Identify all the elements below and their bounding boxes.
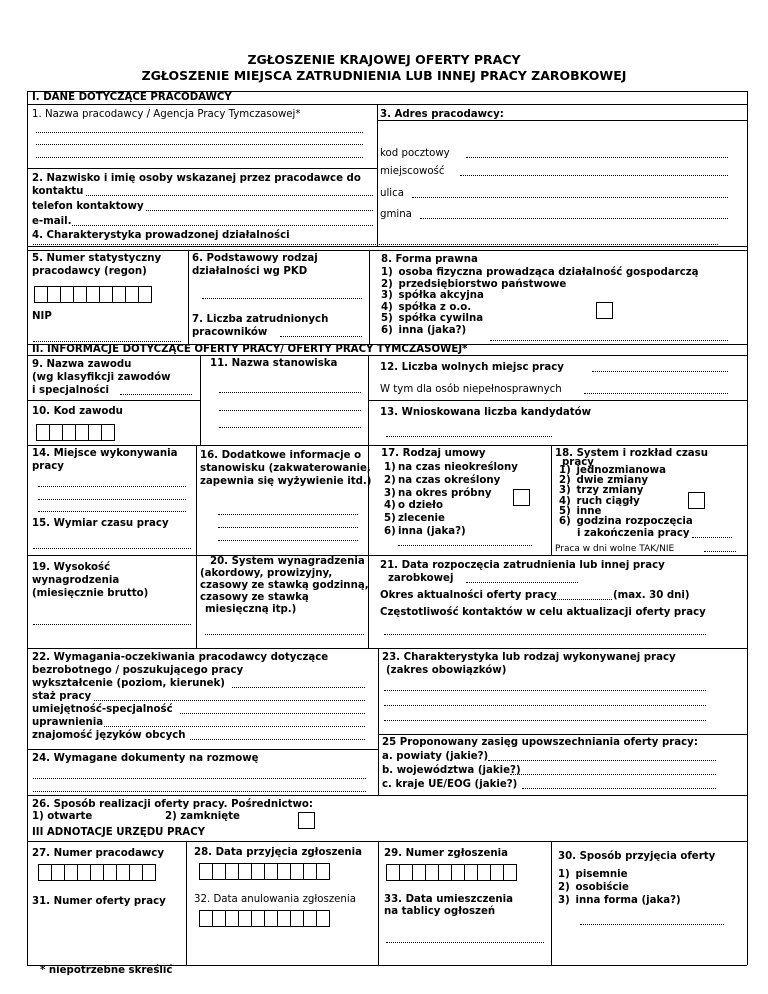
employer-name-field-2[interactable] [36,144,363,145]
salary-field[interactable] [33,624,191,625]
employer-number-cells[interactable] [38,864,155,881]
contact-person-label-2: kontaktu [32,186,84,197]
position-field-3[interactable] [219,427,361,428]
education-label: wykształcenie (poziom, kierunek) [32,678,225,689]
contact-frequency-field[interactable] [384,634,706,635]
mediation-open: 1) otwarte [32,811,93,822]
occupation-label-2: (wg klasyfikcji zawodów [32,372,171,383]
acceptance-method-field[interactable] [580,924,724,925]
vacancies-field[interactable] [592,371,728,372]
documents-field[interactable] [33,778,366,779]
accept-date-label: 28. Data przyjęcia zgłoszenia [194,847,362,858]
occupation-label: 9. Nazwa zawodu [32,359,132,370]
legal-form-other-field[interactable] [490,340,728,341]
section-3-heading: III ADNOTACJE URZĘDU PRACY [32,827,206,838]
workplace-field-3[interactable] [38,511,186,512]
occupation-code-label: 10. Kod zawodu [32,406,123,417]
employer-name-field-3[interactable] [36,157,363,158]
duties-label-2: (zakres obowiązków) [386,665,507,676]
contract-type-list: 1) na czas nieokreślony 2) na czas określony 3) na okres próbny 4) o dzieło 5) zlecenie 6) inna (jaka?) [384,462,518,537]
requirements-label-2: bezrobotnego / poszukującego pracy [32,665,244,676]
distribution-label: 25 Proponowany zasięg upowszechniania oferty pracy: [382,737,698,748]
contact-person-label: 2. Nazwisko i imię osoby wskazanej przez pracodawce do [32,173,361,184]
employer-number-label: 27. Numer pracodawcy [32,848,164,859]
email-field[interactable] [72,225,373,226]
street-label: ulica [380,188,404,199]
duties-field-2[interactable] [384,705,706,706]
form-subtitle: ZGŁOSZENIE MIEJSCA ZATRUDNIENIA LUB INNEJ PRACY ZAROBKOWEJ [141,68,627,83]
board-date-label: 33. Data umieszczenia [384,894,513,905]
pay-system-label-2: (akordowy, prowizyjny, [200,568,333,579]
voivodeships-field[interactable] [510,774,716,775]
schedule-hours-field[interactable] [692,537,732,538]
position-label: 11. Nazwa stanowiska [210,358,338,369]
disabled-vacancies-field[interactable] [584,393,728,394]
workplace-field[interactable] [38,486,186,487]
duties-field[interactable] [384,690,706,691]
application-number-label: 29. Numer zgłoszenia [384,848,508,859]
commune-field[interactable] [420,218,728,219]
occupation-label-3: i specjalności [32,385,110,396]
board-date-field[interactable] [386,942,544,943]
nip-field[interactable] [33,341,181,342]
salary-label: 19. Wysokość [32,562,111,573]
activity-field[interactable] [33,244,718,245]
acceptance-method-label: 30. Sposób przyjęcia oferty [558,851,716,862]
mediation-label: 26. Sposób realizacji oferty pracy. Pośrednictwo: [32,799,313,810]
permissions-label: uprawnienia [32,717,104,728]
additional-info-label: 16. Dodatkowe informacje o [200,450,362,461]
eu-countries-label: c. kraje UE/EOG (jakie?) [382,779,518,790]
legal-form-label: 8. Forma prawna [381,254,478,265]
offer-number-label: 31. Numer oferty pracy [32,896,166,907]
occupation-field[interactable] [120,394,192,395]
vacancies-label: 12. Liczba wolnych miejsc pracy [380,362,564,373]
contact-person-field[interactable] [86,195,373,196]
activity-label: 4. Charakterystyka prowadzonej działalności [32,230,290,241]
employees-label-2: pracowników [192,327,268,338]
voivodeships-label: b. województwa (jakie?) [382,765,521,776]
working-time-field[interactable] [33,548,191,549]
footnote: * niepotrzebne skreślić [40,965,173,976]
accept-date-cells[interactable] [199,863,329,880]
employer-name-field[interactable] [36,132,363,133]
working-time-label: 15. Wymiar czasu pracy [32,518,169,529]
employer-name-label: 1. Nazwa pracodawcy / Agencja Pracy Tymczasowej* [32,109,301,120]
schedule-label: 18. System i rozkład czasu [555,448,708,459]
requirements-label: 22. Wymagania-oczekiwania pracodawcy dotyczące [32,652,329,663]
regon-cells[interactable] [34,286,151,303]
regon-label: 5. Numer statystyczny [32,253,162,264]
phone-field[interactable] [146,210,373,211]
pkd-label: 6. Podstawowy rodzaj [192,253,318,264]
eu-countries-field[interactable] [522,788,716,789]
pay-system-field[interactable] [205,634,364,635]
occupation-code-cells[interactable] [36,424,114,441]
experience-field[interactable] [94,700,365,701]
candidates-field[interactable] [386,436,552,437]
postal-code-field[interactable] [466,157,728,158]
languages-field[interactable] [190,739,365,740]
documents-label: 24. Wymagane dokumenty na rozmowę [32,753,259,764]
cancel-date-cells[interactable] [199,910,329,927]
section-1-heading: I. DANE DOTYCZĄCE PRACODAWCY [32,92,232,103]
regon-label-2: pracodawcy (regon) [32,266,147,277]
additional-info-field[interactable] [218,514,358,515]
experience-label: staż pracy [32,691,92,702]
application-number-cells[interactable] [386,864,516,881]
duties-label: 23. Charakterystyka lub rodzaj wykonywanej pracy [382,652,676,663]
weekend-work-label: Praca w dni wolne TAK/NIE [555,544,675,554]
commune-label: gmina [380,209,412,220]
email-label: e-mail. [32,216,72,227]
schedule-label-2: pracy [562,457,594,468]
pkd-label-2: działalności wg PKD [192,266,308,277]
disabled-vacancies-label: W tym dla osób niepełnosprawnych [380,384,562,395]
workplace-label: 14. Miejsce wykonywania [32,448,178,459]
additional-info-label-2: stanowisku (zakwaterowanie, [200,463,371,474]
start-date-field[interactable] [466,582,578,583]
acceptance-method-list: 1) pisemnie 2) osobiście 3) inna forma (jaka?) [558,869,681,906]
skills-label: umiejętność-specjalność [32,704,173,715]
position-field[interactable] [219,392,361,393]
education-field[interactable] [232,687,365,688]
schedule-list: 1) jednozmianowa 2) dwie zmiany 3) trzy zmiany 4) ruch ciągły 5) inne 6) godzina rozpoczęcia [559,465,693,528]
salary-label-2: wynagrodzenia [32,575,120,586]
weekend-work-field[interactable] [704,551,736,552]
offer-validity-field[interactable] [554,599,612,600]
employees-label: 7. Liczba zatrudnionych [192,314,329,325]
address-label: 3. Adres pracodawcy: [380,109,504,120]
mediation-checkbox[interactable] [298,812,315,829]
contract-type-checkbox[interactable] [513,489,530,506]
pay-system-label-5: miesięczną itp.) [205,604,297,615]
offer-validity-max: (max. 30 dni) [613,590,690,601]
salary-label-3: (miesięcznie brutto) [32,588,149,599]
city-field[interactable] [460,175,728,176]
contract-other-field[interactable] [398,545,532,546]
skills-field[interactable] [180,713,365,714]
section-2-heading: II. INFORMACJE DOTYCZĄCE OFERTY PRACY/ OFERTY PRACY TYMCZASOWEJ* [32,344,468,355]
pay-system-label-3: czasowy ze stawką godzinną, [200,580,369,591]
street-field[interactable] [412,197,728,198]
pkd-field[interactable] [202,298,362,299]
pay-system-label-4: czasowy ze stawką [200,592,309,603]
workplace-label-2: pracy [32,461,64,472]
postal-code-label: kod pocztowy [380,148,450,159]
contract-type-label: 17. Rodzaj umowy [381,448,486,459]
legal-form-list: 1) osoba fizyczna prowadząca działalność gospodarczą 2) przedsiębiorstwo państwowe 3) spółka akcyjna 4) spółka z o.o. 5) spółka cywilna 6) inna (jaka?) [381,267,699,336]
workplace-field-2[interactable] [38,499,186,500]
start-date-label: 21. Data rozpoczęcia zatrudnienia lub innej pracy [380,560,665,571]
legal-form-checkbox[interactable] [596,302,613,319]
counties-field[interactable] [488,760,716,761]
employees-field[interactable] [280,336,362,337]
permissions-field[interactable] [104,726,365,727]
pay-system-label: 20. System wynagradzenia [210,556,365,567]
offer-validity-label: Okres aktualności oferty pracy [380,590,557,601]
cancel-date-label: 32. Data anulowania zgłoszenia [194,894,356,905]
counties-label: a. powiaty (jakie?) [382,751,489,762]
languages-label: znajomość języków obcych [32,730,186,741]
city-label: miejscowość [380,166,445,177]
board-date-label-2: na tablicy ogłoszeń [384,906,496,917]
documents-field-2[interactable] [33,791,366,792]
mediation-closed: 2) zamknięte [165,811,240,822]
contact-frequency-label: Częstotliwość kontaktów w celu aktualizacji oferty pracy [380,607,706,618]
phone-label: telefon kontaktowy [32,201,144,212]
candidates-label: 13. Wnioskowana liczba kandydatów [380,407,592,418]
position-field-2[interactable] [219,410,361,411]
form-title: ZGŁOSZENIE KRAJOWEJ OFERTY PRACY [247,52,521,67]
schedule-checkbox[interactable] [688,492,705,509]
duties-field-3[interactable] [384,720,706,721]
nip-label: NIP [32,311,52,322]
additional-info-field-3[interactable] [218,540,358,541]
additional-info-label-3: zapewnia się wyżywienie itd.) [200,476,372,487]
additional-info-field-2[interactable] [218,527,358,528]
schedule-hours-label: i zakończenia pracy [577,528,690,539]
start-date-label-2: zarobkowej [388,573,454,584]
